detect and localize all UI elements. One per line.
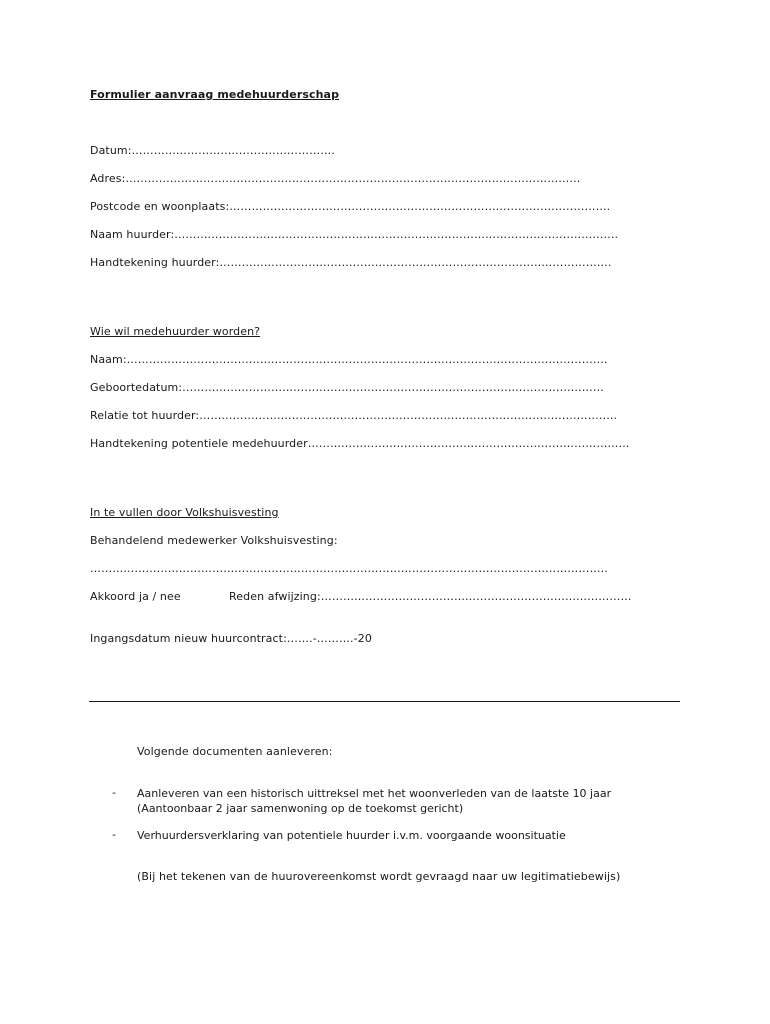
section-heading-medehuurder: Wie wil medehuurder worden? <box>90 325 261 338</box>
medewerker-field[interactable]: ………………………………………………………………………………………………………………………….. <box>90 562 608 575</box>
naam-medehuurder-field[interactable]: Naam:…………………………………………………………………………………………………………………. <box>90 353 608 366</box>
akkoord-label[interactable]: Akkoord ja / nee <box>90 590 181 603</box>
geboortedatum-field[interactable]: Geboortedatum:…………………………………………………………………………………………………… <box>90 381 604 394</box>
section-divider <box>89 701 680 702</box>
handtekening-huurder-field[interactable]: Handtekening huurder:……………………………………………………………………………………………. <box>90 256 612 269</box>
legitimatie-note: (Bij het tekenen van de huurovereenkomst wordt gevraagd naar uw legitimatiebewijs) <box>137 870 621 883</box>
ingangsdatum-field[interactable]: Ingangsdatum nieuw huurcontract:…….-……….-20 <box>90 632 372 645</box>
adres-field[interactable]: Adres:…………………………………………………………………………………………………………… <box>90 172 581 185</box>
document-item <box>137 828 566 843</box>
handtekening-medehuurder-field[interactable]: Handtekening potentiele medehuurder…………………………………………………………………………… <box>90 437 630 450</box>
medewerker-label: Behandelend medewerker Volkshuisvesting: <box>90 534 338 547</box>
section-heading-volkshuisvesting: In te vullen door Volkshuisvesting <box>90 506 279 519</box>
postcode-woonplaats-field[interactable]: Postcode en woonplaats:…………………………………………………………………………………………. <box>90 200 611 213</box>
reden-afwijzing-field[interactable]: Reden afwijzing:………………………………………………………………………… <box>229 590 632 603</box>
naam-huurder-field[interactable]: Naam huurder:………………………………………………………………………………………………………… <box>90 228 619 241</box>
bullet-marker: - <box>112 786 116 799</box>
document-item-line: Aanleveren van een historisch uittreksel met het woonverleden van de laatste 10 jaar <box>137 787 612 800</box>
bullet-marker: - <box>112 828 116 841</box>
document-item <box>137 786 611 816</box>
datum-field[interactable]: Datum:………………………………………………. <box>90 144 335 157</box>
form-title: Formulier aanvraag medehuurderschap <box>90 88 340 101</box>
document-item-line: (Aantoonbaar 2 jaar samenwoning op de toekomst gericht) <box>137 802 464 815</box>
relatie-tot-huurder-field[interactable]: Relatie tot huurder:………………………………………………………………………………………………….. <box>90 409 618 422</box>
document-item-line: Verhuurdersverklaring van potentiele huurder i.v.m. voorgaande woonsituatie <box>137 829 566 842</box>
documents-intro: Volgende documenten aanleveren: <box>137 745 333 758</box>
